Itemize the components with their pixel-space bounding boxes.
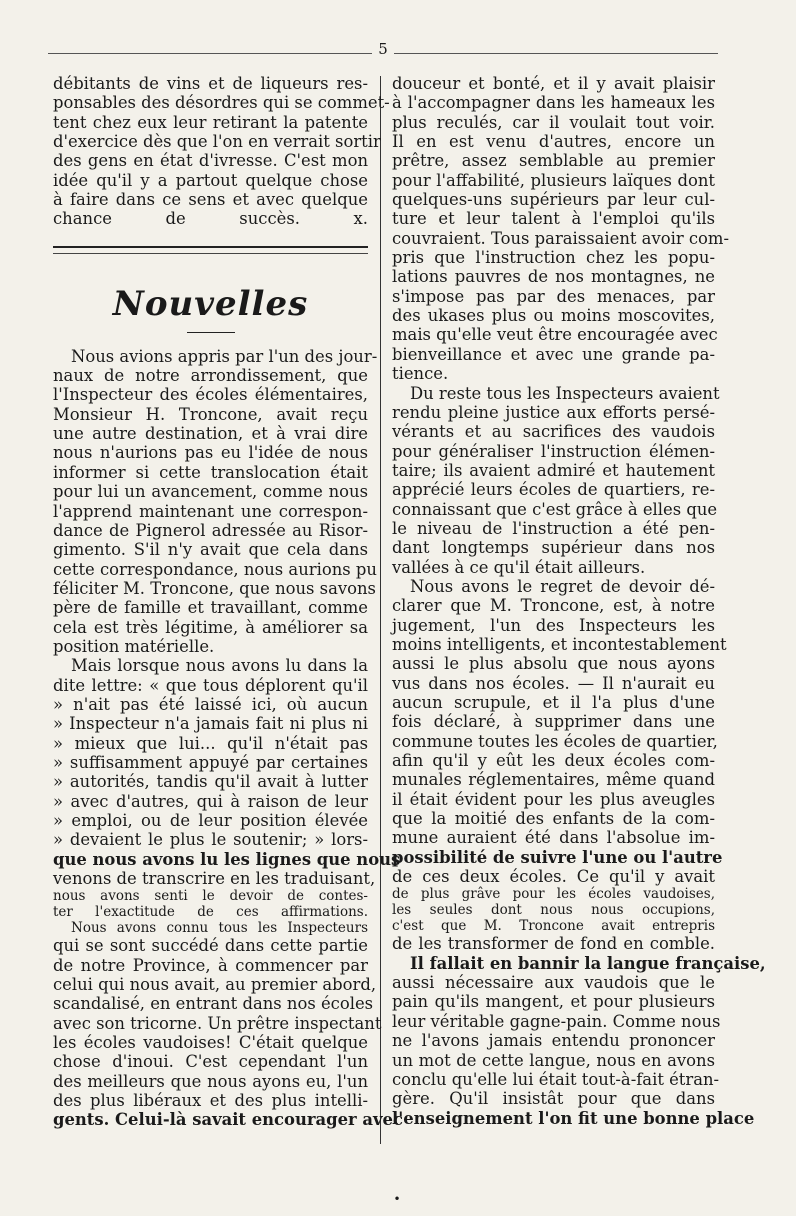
- text-line: des ukases plus ou moins moscovites,: [392, 306, 715, 326]
- text-line: gents. Celui-là savait encourager avec: [53, 1110, 403, 1130]
- text-line: ponsables des désordres qui se commet-: [53, 93, 390, 113]
- text-line: mais qu'elle veut être encouragée avec: [392, 325, 718, 345]
- text-line: Nous avons connu tous les Inspecteurs: [71, 920, 368, 937]
- text-line: l'enseignement l'on fit une bonne place: [392, 1108, 755, 1128]
- text-line: des plus libéraux et des plus intelli-: [53, 1091, 368, 1111]
- text-line: rendu pleine justice aux efforts persé-: [392, 402, 715, 422]
- text-line: bienveillance et avec une grande pa-: [392, 344, 715, 364]
- text-line: vus dans nos écoles. — Il n'aurait eu: [392, 673, 715, 693]
- text-line: un mot de cette langue, nous en avons: [392, 1050, 715, 1070]
- text-line: fois déclaré, à supprimer dans une: [392, 712, 715, 732]
- text-line: jugement, l'un des Inspecteurs les: [392, 615, 715, 635]
- text-line: naux de notre arrondissement, que: [53, 366, 368, 386]
- article-body: [53, 346, 403, 1130]
- text-line: les seules dont nous nous occupions,: [392, 902, 715, 919]
- text-line: d'exercice dès que l'on en verrait sortir: [53, 132, 381, 152]
- text-line: connaissant que c'est grâce à elles que: [392, 499, 718, 519]
- text-line: pour l'affabilité, plusieurs laïques dont: [392, 170, 715, 190]
- text-line: moins intelligents, et incontestablement: [392, 634, 727, 654]
- text-line: Il fallait en bannir la langue française,: [410, 953, 766, 973]
- text-line: position matérielle.: [53, 636, 215, 656]
- text-line: informer si cette translocation était: [53, 462, 368, 482]
- text-line: une autre destination, et à vrai dire: [53, 424, 368, 444]
- text-line: le niveau de l'instruction a été pen-: [392, 518, 715, 538]
- text-line: c'est que M. Troncone avait entrepris: [392, 918, 715, 935]
- text-line: ne l'avons jamais entendu prononcer: [392, 1031, 715, 1051]
- text-line: ter l'exactitude de ces affirmations.: [53, 904, 368, 921]
- text-line: » devaient le plus le soutenir; » lors-: [53, 830, 368, 850]
- text-line: tent chez eux leur retirant la patente: [53, 112, 368, 132]
- text-line: vérants et au sacrifices des vaudois: [392, 422, 715, 442]
- text-line: idée qu'il y a partout quelque chose: [53, 170, 368, 190]
- text-line: à l'accompagner dans les hameaux les: [392, 93, 715, 113]
- text-line: mune auraient été dans l'absolue im-: [392, 828, 715, 848]
- text-line: l'Inspecteur des écoles élémentaires,: [53, 385, 368, 405]
- text-line: » Inspecteur n'a jamais fait ni plus ni: [53, 714, 368, 734]
- text-line: clarer que M. Troncone, est, à notre: [392, 596, 715, 616]
- text-line: aucun scrupule, et il l'a plus d'une: [392, 693, 715, 712]
- text-line: leur véritable gagne-pain. Comme nous: [392, 1011, 721, 1031]
- text-line: couvraient. Tous paraissaient avoir com-: [392, 228, 729, 248]
- text-line: lations pauvres de nos montagnes, ne: [392, 267, 715, 287]
- text-line: chance de succès. x.: [53, 209, 368, 229]
- text-line: nous n'aurions pas eu l'idée de nous: [53, 443, 368, 463]
- text-line: apprécié leurs écoles de quartiers, re-: [392, 480, 715, 500]
- text-line: » avec d'autres, qui à raison de leur: [53, 791, 368, 811]
- column-divider: [380, 76, 381, 1144]
- text-line: de les transformer de fond en comble.: [392, 934, 715, 954]
- section-title: Nouvelles: [112, 283, 309, 324]
- footer-mark: •: [393, 1192, 401, 1206]
- text-line: des meilleurs que nous ayons eu, l'un: [53, 1071, 368, 1091]
- text-line: possibilité de suivre l'une ou l'autre: [392, 847, 723, 867]
- text-line: de ces deux écoles. Ce qu'il y avait: [392, 867, 715, 887]
- text-line: » autorités, tandis qu'il avait à lutter: [53, 772, 368, 792]
- text-line: cette correspondance, nous aurions pu: [53, 559, 377, 579]
- text-line: père de famille et travaillant, comme: [53, 598, 368, 618]
- text-line: taire; ils avaient admiré et hautement: [392, 460, 715, 480]
- text-line: vallées à ce qu'il était ailleurs.: [392, 557, 646, 577]
- text-line: nous avons senti le devoir de contes-: [53, 888, 368, 905]
- text-line: Nous avons le regret de devoir dé-: [410, 576, 715, 596]
- text-line: pour lui un avancement, comme nous: [53, 482, 368, 502]
- text-line: conclu qu'elle lui était tout-à-fait étran-: [392, 1069, 720, 1089]
- text-line: s'impose pas par des menaces, par: [392, 286, 715, 306]
- text-line: tience.: [392, 364, 449, 384]
- text-line: aussi le plus absolu que nous ayons: [392, 654, 715, 674]
- text-line: il était évident pour les plus aveugles: [392, 789, 715, 809]
- text-line: cela est très légitime, à améliorer sa: [53, 617, 368, 637]
- text-line: l'apprend maintenant une correspon-: [53, 501, 368, 521]
- text-line: qui se sont succédé dans cette partie: [53, 936, 368, 956]
- text-line: commune toutes les écoles de quartier,: [392, 731, 718, 751]
- text-line: débitants de vins et de liqueurs res-: [53, 74, 368, 93]
- article-continuation: [392, 74, 766, 1128]
- text-line: à faire dans ce sens et avec quelque: [53, 190, 368, 210]
- text-line: pour généraliser l'instruction élémen-: [392, 441, 715, 461]
- text-line: quelques-uns supérieurs par leur cul-: [392, 190, 715, 210]
- text-line: » n'ait pas été laissé ici, où aucun: [53, 694, 368, 714]
- text-line: de notre Province, à commencer par: [53, 955, 368, 975]
- text-line: que nous avons lu les lignes que nous: [53, 849, 401, 869]
- text-line: que la moitié des enfants de la com-: [392, 809, 715, 829]
- text-line: scandalisé, en entrant dans nos écoles: [53, 994, 374, 1014]
- text-line: » emploi, ou de leur position élevée: [53, 811, 368, 830]
- right-column: [392, 74, 766, 1128]
- previous-article-ending: [53, 74, 390, 229]
- text-line: pris que l'instruction chez les popu-: [392, 248, 715, 268]
- text-line: pain qu'ils mangent, et pour plusieurs: [392, 992, 715, 1012]
- text-line: Mais lorsque nous avons lu dans la: [71, 656, 368, 676]
- text-line: ture et leur talent à l'emploi qu'ils: [392, 209, 715, 229]
- text-line: Du reste tous les Inspecteurs avaient: [410, 383, 720, 403]
- text-line: munales réglementaires, même quand: [392, 770, 715, 790]
- text-line: celui qui nous avait, au premier abord,: [53, 975, 377, 995]
- text-line: chose d'inoui. C'est cependant l'un: [53, 1052, 368, 1072]
- text-line: Monsieur H. Troncone, avait reçu: [53, 404, 368, 424]
- text-line: de plus grâve pour les écoles vaudoises,: [392, 886, 715, 903]
- text-line: venons de transcrire en les traduisant,: [53, 869, 376, 889]
- text-line: des gens en état d'ivresse. C'est mon: [53, 151, 368, 171]
- title-dash: [187, 332, 235, 333]
- text-line: Il en est venu d'autres, encore un: [392, 132, 715, 152]
- text-line: gimento. S'il n'y avait que cela dans: [53, 540, 368, 560]
- text-line: plus reculés, car il voulait tout voir.: [392, 112, 715, 132]
- text-line: dance de Pignerol adressée au Risor-: [53, 520, 368, 540]
- text-line: avec son tricorne. Un prêtre inspectant: [53, 1013, 382, 1033]
- text-line: prêtre, assez semblable au premier: [392, 151, 715, 171]
- text-line: aussi nécessaire aux vaudois que le: [392, 973, 715, 993]
- text-line: les écoles vaudoises! C'était quelque: [53, 1033, 368, 1053]
- text-line: douceur et bonté, et il y avait plaisir: [392, 74, 715, 93]
- text-line: afin qu'il y eût les deux écoles com-: [392, 751, 715, 771]
- text-line: Nous avions appris par l'un des jour-: [71, 346, 378, 366]
- text-line: dite lettre: « que tous déplorent qu'il: [53, 675, 368, 695]
- text-line: » mieux que lui... qu'il n'était pas: [53, 733, 368, 753]
- text-line: féliciter M. Troncone, que nous savons: [53, 578, 376, 598]
- left-column: [53, 74, 403, 1130]
- text-line: dant longtemps supérieur dans nos: [392, 538, 715, 558]
- text-line: gère. Qu'il insistât pour que dans: [392, 1089, 715, 1109]
- page-number: 5: [372, 40, 394, 58]
- section-separator: [53, 246, 368, 254]
- text-line: » suffisamment appuyé par certaines: [53, 752, 368, 772]
